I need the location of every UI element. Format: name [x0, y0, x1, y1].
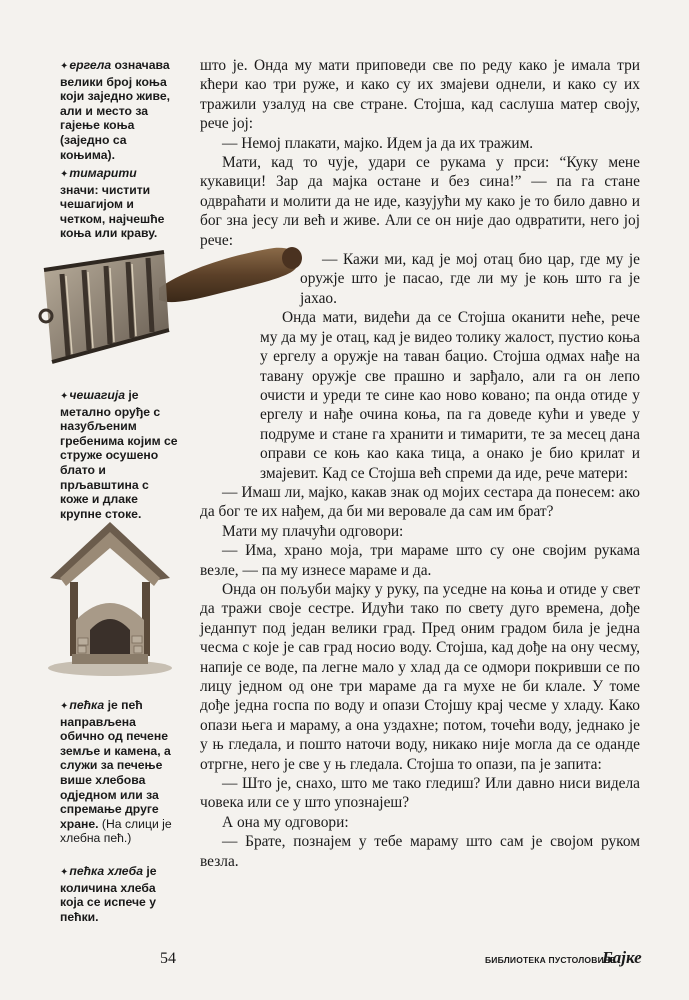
gloss-pecka-hleba: ✦пећка хлеба је количина хлеба која се испече у пећки. — [60, 864, 157, 924]
library-label: БИБЛИОТЕКА ПУСТОЛОВИНЕ — [485, 955, 617, 965]
series-title: Бајке — [602, 948, 642, 967]
gloss-text: је метално оруђе с назубљеним гребенима којим се струже осушено блато и прљавштина с коже и длаке крупне стоке. — [60, 388, 178, 521]
paragraph: — Брате, познајем у тебе мараму што сам је својом руком везла. — [200, 833, 640, 870]
gloss-timariti: ✦тимарити значи: чистити чешагијом и четком, најчешће коња или краву. — [60, 166, 165, 241]
paragraph: Онда он пољуби мајку у руку, па уседне на коња и отиде у свет да тражи своје сестре. Идући тако по свету дуго времена, дође једанпут под један велики град. Пред оним градом била је једна чесма с које је сав град носио воду. Стојша, кад дође на ону чесму, напије се воде, па легне мало у хлад да се одмори покривши се по лицу једном од оне три мараме да га мухе не би клале. У томе дође једна госпа по воду и опази Стојшу крај чесме у хладу. Како опази њега и мараму, а она уздахне; потом, точећи воду, једнако је у њ гледала, и пошто наточи воду, никако није могла да се оданде отргне, него је све у њ гледала. Стојша то опази, па је запита: — [200, 580, 640, 773]
paragraph: — Што је, снахо, што ме тако гледиш? Или давно ниси видела човека или се у што упознајеш? — [200, 775, 640, 812]
gloss-term: пећка хлеба — [69, 864, 143, 878]
gloss-ergela: ✦ергела означава велики број коња који заједно живе, али и место за гајење коња (заједно са коњима). — [60, 58, 171, 162]
bread-oven-image — [46, 520, 174, 678]
paragraph: Мати му плачући одговори: — [222, 522, 404, 540]
paragraph: Онда мати, видећи да се Стојша оканити неће, рече му да му је отац, кад је видео толику жалост, пустио коња у ергелу а оружје на таван бацио. Стојша одмах нађе на тавану оружје све прашно и зарђало, али га он лепо очисти и уреди те сине као ново ковано; па онда отиде у ергелу и нађе очина коња, па га доведе кући и уведе у подруме и стане га хранити и тимарити, те за месец дана оправи се коњ као кака тица, а онако је био крилат и змајевит. Кад се Стојша већ спреми да иде, рече матери: — [260, 309, 640, 482]
gloss-cesagija: ✦чешагија је метално оруђе с назубљеним гребенима којим се струже осушено блато и прљавштина с коже и длаке крупне стоке. — [60, 388, 178, 521]
page-number: 54 — [160, 950, 176, 967]
paragraph: — Немој плакати, мајко. Идем ја да их тражим. — [222, 134, 534, 152]
paragraph: Мати, кад то чује, удари се рукама у прси: “Куку мене кукавици! Зар да мајка остане и без сина!” — па га стане одвраћати и молити да не иде, казујући му како је то било давно и бог зна јесу ли већ и живе. Али се он није дао одвратити, него јој рече: — [200, 154, 640, 249]
paragraph: — Има, храно моја, три мараме што су оне својим рукама везле, — па му изнесе мараме и да. — [200, 542, 640, 579]
paragraph: А она му одговори: — [222, 813, 349, 831]
paragraph: што је. Онда му мати приповеди све по реду како је имала три кћери као три руже, и како су их змајеви однели, и како су их тражили узалуд на све стране. Стојша, кад саслуша матер своју, рече јој: — [200, 57, 640, 133]
gloss-text: је пећ направљена обично од печене земље и камена, а служи за печење више хлебова одједном или за спремање друге хране. — [60, 698, 171, 831]
gloss-term: чешагија — [69, 388, 126, 402]
gloss-text: је количина хлеба која се испече у пећки. — [60, 864, 157, 924]
gloss-note: (На слици је хлебна пећ.) — [60, 816, 172, 846]
paragraph: — Кажи ми, кад је мој отац био цар, где му је оружје што је пасао, где ли му је коњ што га је јахао. — [300, 251, 640, 307]
gloss-term: ергела — [69, 58, 112, 72]
gloss-term: тимарити — [69, 166, 137, 180]
paragraph: — Имаш ли, мајко, какав знак од мојих сестара да понесем: ако да бог те их нађем, да би ми веровале да сам им брат? — [200, 483, 640, 521]
gloss-text: означава велики број коња који заједно живе, али и место за гајење коња (заједно са коњима). — [60, 58, 171, 162]
gloss-term: пећка — [69, 698, 105, 712]
gloss-text: значи: чистити чешагијом и четком, најчешће коња или краву. — [60, 182, 165, 241]
story-text — [200, 56, 640, 871]
gloss-pecka: ✦пећка је пећ направљена обично од печене земље и камена, а служи за печење више хлебова одједном или за спремање друге хране. (На слици је хлебна пећ.) — [60, 698, 172, 846]
